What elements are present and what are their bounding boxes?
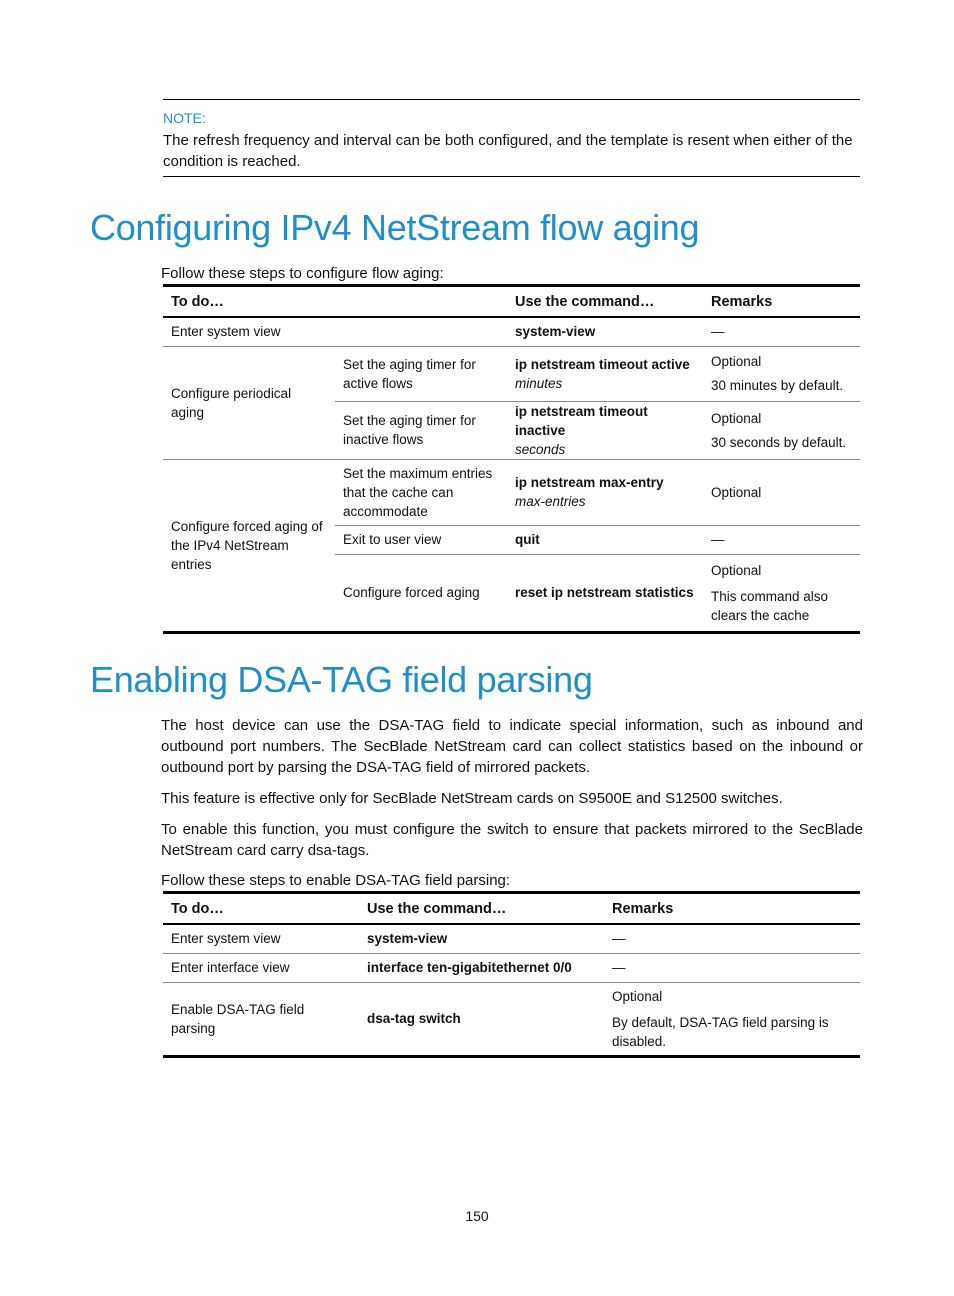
cell-todo: Enter system view — [171, 931, 281, 947]
note-box — [163, 99, 860, 177]
note-text: The refresh frequency and interval can be both configured, and the template is resent when either of the condition is reached. — [163, 132, 853, 170]
header-todo: To do… — [171, 293, 224, 310]
table-header-row — [163, 893, 860, 925]
dsa-tag-table — [163, 891, 860, 1058]
flow-aging-intro: Follow these steps to configure flow aging: — [161, 265, 444, 282]
cell-todo-group: Configure periodical aging — [163, 346, 335, 459]
cell-command: quit — [515, 532, 540, 547]
header-command: Use the command… — [367, 900, 507, 917]
cell-remark: — — [711, 324, 725, 340]
cell-remark: Optional By default, DSA-TAG field parsing is disabled. — [612, 988, 829, 1049]
cell-todo-group: Configure forced aging of the IPv4 NetStream entries — [163, 459, 335, 632]
header-todo: To do… — [171, 900, 224, 917]
header-command: Use the command… — [515, 293, 655, 310]
dsa-tag-paragraph-2: This feature is effective only for SecBlade NetStream cards on S9500E and S12500 switches. — [161, 790, 783, 807]
flow-aging-table — [163, 284, 860, 634]
table-row — [163, 982, 860, 1056]
cell-command: system-view — [515, 324, 596, 340]
cell-remark: — — [612, 960, 626, 975]
section-title-flow-aging: Configuring IPv4 NetStream flow aging — [90, 207, 700, 248]
cell-remark: Optional 30 minutes by default. — [711, 354, 844, 393]
table-header-row — [163, 286, 860, 318]
header-remarks: Remarks — [612, 900, 674, 917]
section-title-dsa-tag: Enabling DSA-TAG field parsing — [90, 659, 593, 700]
cell-command: dsa-tag switch — [367, 1011, 461, 1026]
cell-command: ip netstream max-entry max-entries — [515, 475, 664, 509]
cell-command: interface ten-gigabitethernet 0/0 — [367, 960, 572, 975]
cell-command: system-view — [367, 931, 448, 947]
cell-remark: — — [711, 532, 725, 547]
table-row — [163, 317, 860, 346]
cell-remark: Optional — [711, 484, 762, 500]
cell-remark: Optional 30 seconds by default. — [711, 410, 847, 450]
table-row — [163, 346, 860, 401]
table-row — [163, 459, 860, 525]
cell-subtask: Configure forced aging — [343, 585, 480, 600]
cell-remark: — — [612, 931, 626, 947]
cell-subtask: Set the aging timer for inactive flows — [343, 413, 476, 447]
cell-remark: Optional This command also clears the cache — [711, 562, 829, 623]
header-remarks: Remarks — [711, 293, 773, 310]
cell-subtask: Set the aging timer for active flows — [343, 356, 476, 391]
cell-subtask: Set the maximum entries that the cache can accommodate — [343, 465, 493, 519]
cell-todo: Enter system view — [171, 324, 281, 340]
dsa-tag-paragraph-1: The host device can use the DSA-TAG field to indicate special information, such as inbound and outbound port numbers. The SecBlade NetStream card can collect statistics based on the inbound or outbound port by parsing the DSA-TAG field of mirrored packets. — [161, 717, 863, 776]
table-row — [163, 924, 860, 953]
cell-command: ip netstream timeout inactive seconds — [515, 403, 648, 457]
dsa-tag-intro: Follow these steps to enable DSA-TAG field parsing: — [161, 872, 511, 889]
cell-command: reset ip netstream statistics — [515, 585, 694, 600]
page-number: 150 — [465, 1208, 489, 1224]
cell-todo: Enter interface view — [171, 960, 290, 975]
note-label: NOTE: — [163, 110, 206, 126]
cell-todo: Enable DSA-TAG field parsing — [171, 1001, 305, 1036]
table-row — [163, 953, 860, 982]
cell-command: ip netstream timeout active minutes — [515, 356, 690, 391]
cell-subtask: Exit to user view — [343, 532, 442, 547]
dsa-tag-paragraph-3: To enable this function, you must configure the switch to ensure that packets mirrored to the SecBlade NetStream card carry dsa-tags. — [161, 821, 863, 859]
